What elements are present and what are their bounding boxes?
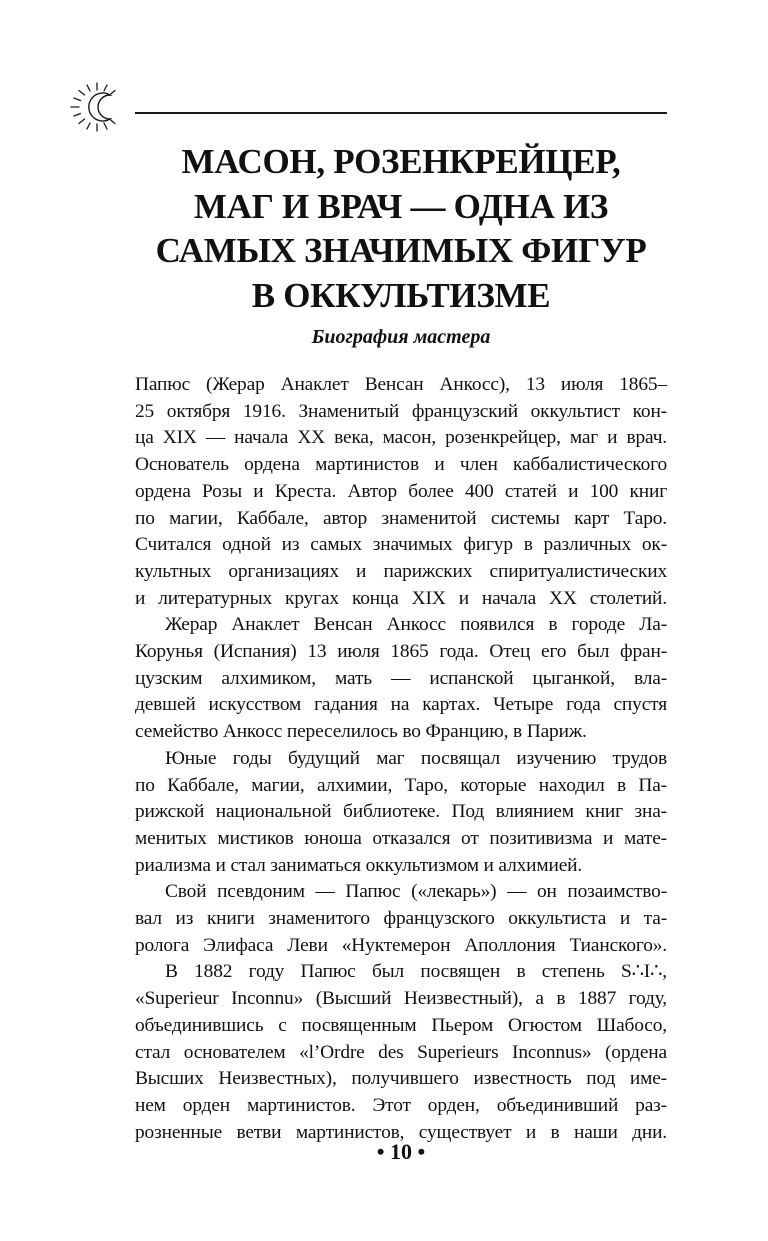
text-line: девшей искусством гадания на картах. Четыре года спустя: [135, 694, 667, 716]
chapter-title-line: САМЫХ ЗНАЧИМЫХ ФИГУР: [155, 231, 647, 270]
text-line: розненные ветви мартинистов, существует и в наши дни.: [135, 1121, 667, 1143]
text-line: ордена Розы и Креста. Автор более 400 статей и 100 книг: [135, 480, 667, 502]
page-number: • 10 •: [376, 1139, 426, 1164]
text-line: 25 октября 1916. Знаменитый французский оккультист кон-: [135, 400, 667, 422]
text-line: «Superieur Inconnu» (Высший Неизвестный), а в 1887 году,: [135, 988, 667, 1010]
text-line: цузским алхимиком, мать — испанской цыганкой, вла-: [135, 667, 667, 689]
text-line: В 1882 году Папюс был посвящен в степень S∴I∴,: [165, 961, 667, 983]
paragraph-2: [135, 612, 667, 746]
text-line: по магии, Каббале, автор знаменитой системы карт Таро.: [135, 507, 667, 529]
text-line: Считался одной из самых значимых фигур в различных ок-: [135, 534, 667, 556]
paragraph-1: [135, 372, 667, 612]
text-line: ролога Элифаса Леви «Нуктемерон Аполлония Тианского».: [135, 934, 667, 956]
header-rule: [135, 112, 667, 114]
text-line: риализма и стал заниматься оккультизмом и алхимией.: [135, 854, 583, 876]
text-line: и литературных кругах конца XIX и начала XX столетий.: [135, 587, 667, 609]
text-line: объединившись с посвященным Пьером Огюстом Шабосо,: [135, 1014, 667, 1036]
text-line: Высших Неизвестных), получившего известность под име-: [135, 1068, 667, 1090]
text-line: Основатель ордена мартинистов и член каббалистического: [135, 454, 667, 476]
text-line: семейство Анкосс переселилось во Францию, в Париж.: [135, 721, 587, 743]
text-line: по Каббале, магии, алхимии, Таро, которые находил в Па-: [135, 774, 667, 796]
chapter-title: [135, 140, 667, 318]
chapter-title-line: МАГ И ВРАЧ — ОДНА ИЗ: [193, 186, 609, 226]
body-text: [135, 372, 667, 1146]
text-line: Юные годы будущий маг посвящал изучению трудов: [165, 747, 667, 769]
paragraph-4: [135, 879, 667, 959]
text-line: ца XIX — начала XX века, масон, розенкрейцер, маг и врач.: [135, 427, 667, 449]
chapter-title-line: МАСОН, РОЗЕНКРЕЙЦЕР,: [181, 142, 621, 181]
text-line: культных организациях и парижских спиритуалистических: [135, 560, 667, 582]
paragraph-5: [135, 959, 667, 1146]
text-line: стал основателем «l’Ordre des Superieurs Inconnus» (ордена: [135, 1041, 667, 1063]
text-line: Жерар Анаклет Венсан Анкосс появился в городе Ла-: [165, 614, 667, 636]
text-line: менитых мистиков юноша отказался от позитивизма и мате-: [135, 827, 667, 849]
text-line: Свой псевдоним — Папюс («лекарь») — он позаимство-: [165, 881, 667, 903]
text-line: рижской национальной библиотеке. Под влиянием книг зна-: [135, 801, 667, 823]
text-line: вал из книги знаменитого французского оккультиста и та-: [135, 908, 667, 930]
sun-moon-icon: [68, 80, 126, 138]
text-line: Папюс (Жерар Анаклет Венсан Анкосс), 13 июля 1865–: [135, 374, 667, 395]
text-line: нем орден мартинистов. Этот орден, объединивший раз-: [135, 1094, 667, 1116]
paragraph-3: [135, 746, 667, 880]
section-subtitle: Биография мастера: [311, 326, 491, 348]
text-line: Корунья (Испания) 13 июля 1865 года. Отец его был фран-: [135, 641, 667, 663]
chapter-title-line: В ОККУЛЬТИЗМЕ: [251, 275, 551, 315]
